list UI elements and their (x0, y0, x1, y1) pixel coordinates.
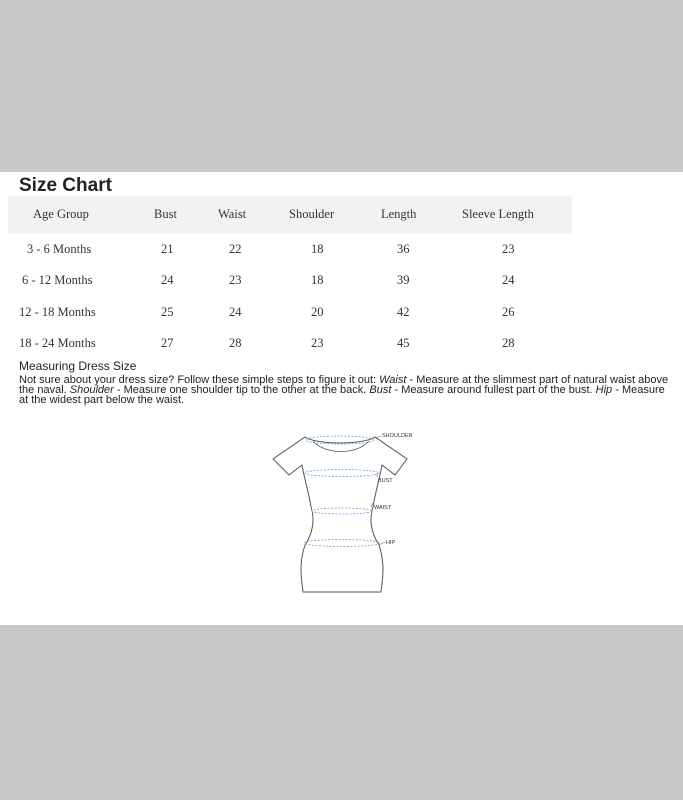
header-sleeve-length: Sleeve Length (462, 207, 534, 221)
size-chart-sheet (0, 172, 683, 625)
measuring-instructions (19, 375, 669, 405)
header-shoulder: Shoulder (289, 207, 335, 221)
table-cell: 18 - 24 Months (19, 336, 96, 350)
header-age-group: Age Group (33, 207, 89, 221)
hip-term: Hip (595, 384, 613, 396)
shoulder-text: - Measure one shoulder tip to the other at the back. (113, 384, 370, 396)
header-length: Length (381, 207, 417, 221)
waist-term: Waist (379, 374, 407, 386)
dress-diagram (265, 427, 445, 602)
table-cell: 42 (397, 305, 410, 319)
bust-text: - Measure around fullest part of the bust. (391, 384, 596, 396)
table-cell: 28 (229, 336, 242, 350)
bust-label: BUST (378, 478, 393, 484)
header-waist: Waist (218, 207, 247, 221)
table-cell: 26 (502, 305, 515, 319)
table-cell: 23 (229, 273, 242, 287)
table-cell: 24 (229, 305, 242, 319)
table-cell: 22 (229, 242, 242, 256)
measuring-intro: Not sure about your dress size? Follow these simple steps to figure it out: (19, 374, 380, 386)
table-cell: 36 (397, 242, 410, 256)
table-cell: 45 (397, 336, 410, 350)
table-cell: 12 - 18 Months (19, 305, 96, 319)
table-cell: 6 - 12 Months (22, 273, 93, 287)
table-cell: 24 (161, 273, 174, 287)
table-cell: 25 (161, 305, 174, 319)
shoulder-label: SHOULDER (382, 433, 413, 439)
table-cell: 28 (502, 336, 515, 350)
table-cell: 18 (311, 273, 324, 287)
dress-outline-icon (273, 437, 407, 592)
table-cell: 20 (311, 305, 324, 319)
table-cell: 23 (502, 242, 515, 256)
header-bust: Bust (154, 207, 177, 221)
waist-text: - Measure at the slimmest part of natural waist above the naval. (19, 374, 669, 396)
hip-text: - Measure at the widest part below the waist. (19, 384, 665, 406)
table-cell: 27 (161, 336, 174, 350)
table-cell: 18 (311, 242, 324, 256)
table-cell: 23 (311, 336, 324, 350)
table-cell: 24 (502, 273, 515, 287)
measuring-title: Measuring Dress Size (19, 359, 137, 373)
waist-label: WAIST (374, 505, 392, 511)
shoulder-term: Shoulder (69, 384, 114, 396)
table-cell: 21 (161, 242, 174, 256)
table-cell: 39 (397, 273, 410, 287)
hip-label: HIP (386, 540, 396, 546)
table-cell: 3 - 6 Months (27, 242, 92, 256)
page-title: Size Chart (19, 175, 112, 196)
bust-term: Bust (369, 384, 392, 396)
